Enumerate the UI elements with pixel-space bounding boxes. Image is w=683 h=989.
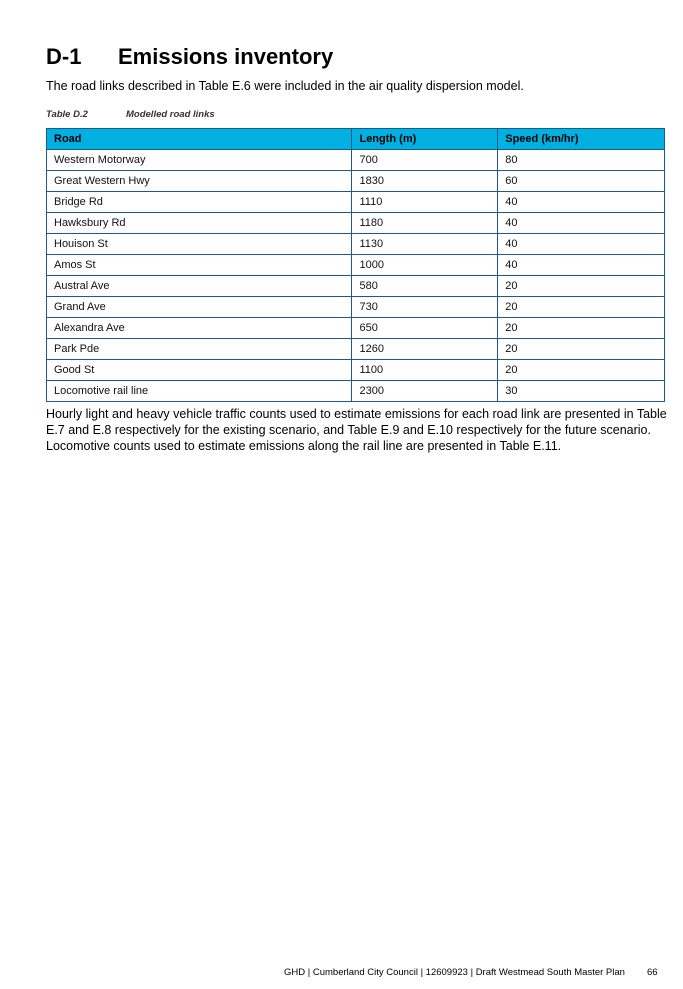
cell-length: 1000 — [352, 255, 498, 276]
intro-paragraph: The road links described in Table E.6 were included in the air quality dispersion model. — [46, 79, 524, 93]
table-row — [47, 276, 665, 297]
page-footer — [284, 967, 658, 978]
cell-speed: 20 — [498, 339, 665, 360]
cell-speed: 80 — [498, 150, 665, 171]
header-speed: Speed (km/hr) — [498, 129, 665, 150]
header-road: Road — [47, 129, 352, 150]
table-row — [47, 381, 665, 402]
cell-length: 1130 — [352, 234, 498, 255]
cell-length: 2300 — [352, 381, 498, 402]
road-links-table — [46, 128, 665, 402]
table-row — [47, 192, 665, 213]
cell-speed: 20 — [498, 276, 665, 297]
table-caption — [46, 109, 215, 120]
closing-paragraph: Hourly light and heavy vehicle traffic counts used to estimate emissions for each road link are presented in Table E.7 and E.8 respectively for the existing scenario, and Table E.9 and E.10 respectively for the future scenario. Locomotive counts used to estimate emissions along the rail line are presented in Table E.11. — [46, 407, 667, 453]
cell-road: Park Pde — [47, 339, 352, 360]
table-header-row — [47, 129, 665, 150]
section-title: Emissions inventory — [118, 44, 334, 69]
page-number: 66 — [646, 967, 658, 978]
cell-speed: 20 — [498, 318, 665, 339]
cell-road: Grand Ave — [47, 297, 352, 318]
cell-road: Houison St — [47, 234, 352, 255]
cell-speed: 30 — [498, 381, 665, 402]
cell-road: Locomotive rail line — [47, 381, 352, 402]
table-row — [47, 213, 665, 234]
cell-length: 580 — [352, 276, 498, 297]
table-row — [47, 171, 665, 192]
section-heading — [46, 44, 333, 70]
table-row — [47, 318, 665, 339]
table-caption-number: Table D.2 — [46, 109, 88, 120]
header-length: Length (m) — [352, 129, 498, 150]
table-row — [47, 255, 665, 276]
table-row — [47, 234, 665, 255]
cell-length: 700 — [352, 150, 498, 171]
footer-text: GHD | Cumberland City Council | 12609923 | Draft Westmead South Master Plan — [284, 967, 625, 978]
cell-speed: 40 — [498, 255, 665, 276]
table-row — [47, 297, 665, 318]
cell-speed: 60 — [498, 171, 665, 192]
cell-speed: 20 — [498, 297, 665, 318]
cell-road: Amos St — [47, 255, 352, 276]
cell-length: 1830 — [352, 171, 498, 192]
cell-road: Austral Ave — [47, 276, 352, 297]
section-number: D-1 — [46, 44, 82, 69]
cell-road: Alexandra Ave — [47, 318, 352, 339]
cell-length: 1100 — [352, 360, 498, 381]
table-row — [47, 150, 665, 171]
cell-speed: 20 — [498, 360, 665, 381]
cell-length: 730 — [352, 297, 498, 318]
cell-length: 1110 — [352, 192, 498, 213]
cell-length: 1180 — [352, 213, 498, 234]
cell-length: 1260 — [352, 339, 498, 360]
table-row — [47, 360, 665, 381]
cell-road: Good St — [47, 360, 352, 381]
cell-road: Western Motorway — [47, 150, 352, 171]
cell-road: Hawksbury Rd — [47, 213, 352, 234]
cell-speed: 40 — [498, 213, 665, 234]
cell-road: Great Western Hwy — [47, 171, 352, 192]
cell-length: 650 — [352, 318, 498, 339]
cell-road: Bridge Rd — [47, 192, 352, 213]
table-row — [47, 339, 665, 360]
table-caption-title: Modelled road links — [126, 109, 215, 120]
cell-speed: 40 — [498, 192, 665, 213]
cell-speed: 40 — [498, 234, 665, 255]
